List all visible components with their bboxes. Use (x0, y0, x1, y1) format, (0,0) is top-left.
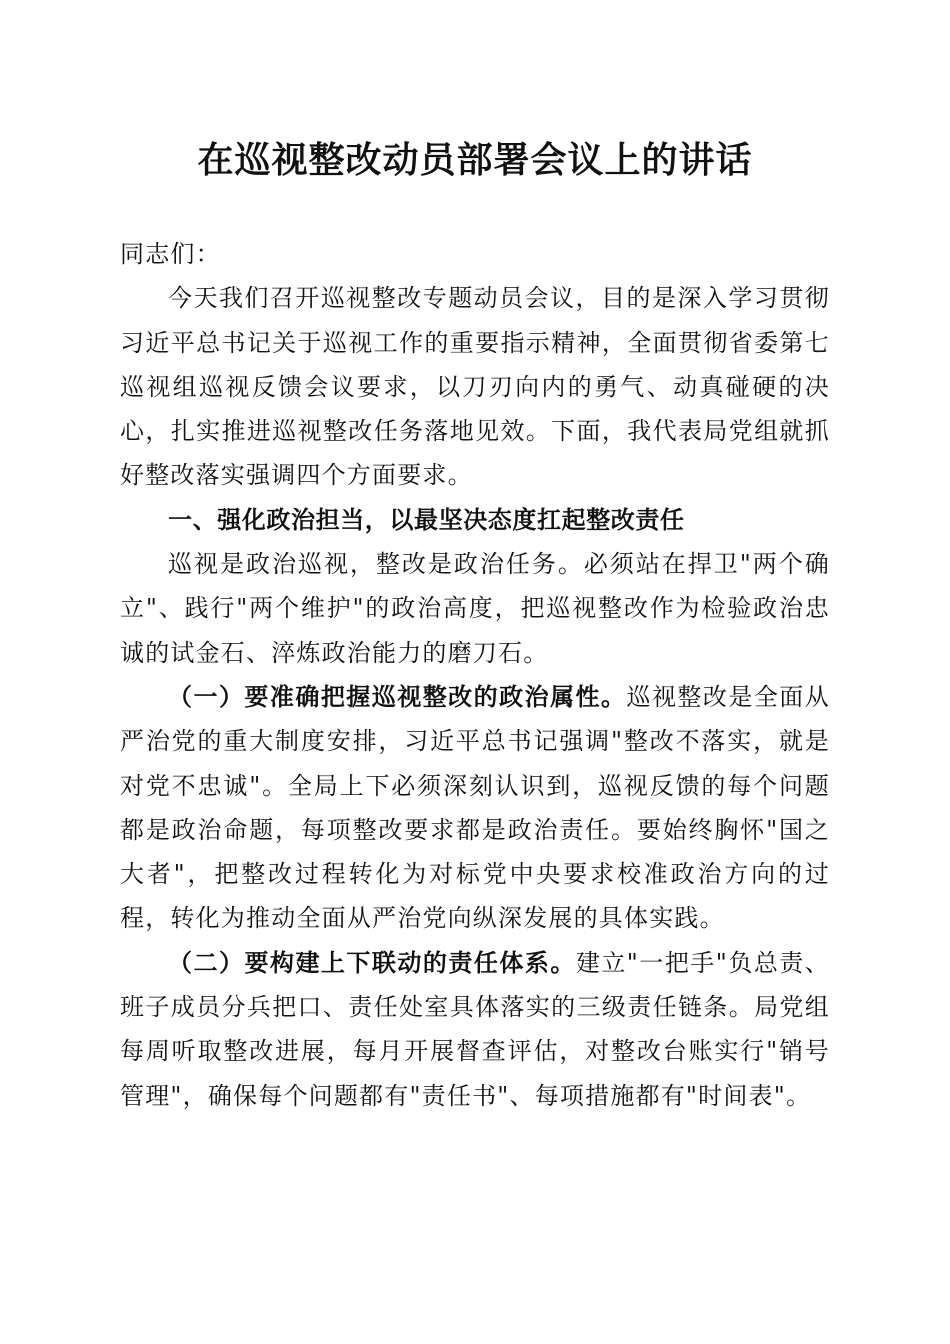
document-body (120, 232, 830, 1118)
intro-paragraph: 今天我们召开巡视整改专题动员会议，目的是深入学习贯彻习近平总书记关于巡视工作的重要指示精神，全面贯彻省委第七巡视组巡视反馈会议要求，以刀刃向内的勇气、动真碰硬的决心，扎实推进巡视整改任务落地见效。下面，我代表局党组就抓好整改落实强调四个方面要求。 (120, 284, 830, 490)
section-1-item-2 (120, 941, 830, 1118)
document-title: 在巡视整改动员部署会议上的讲话 (197, 139, 753, 181)
item-1-subheading: （一）要准确把握巡视整改的政治属性。 (168, 681, 627, 711)
item-1-text: 巡视整改是全面从严治党的重大制度安排，习近平总书记强调"整改不落实，就是对党不忠诚"。全局上下必须深刻认识到，巡视反馈的每个问题都是政治命题，每项整改要求都是政治责任。要始终胸怀"国之大者"，把整改过程转化为对标党中央要求校准政治方向的过程，转化为推动全面从严治党向纵深发展的具体实践。 (120, 682, 830, 933)
item-2-text: 建立"一把手"负总责、班子成员分兵把口、责任处室具体落实的三级责任链条。局党组每周听取整改进展，每月开展督查评估，对整改台账实行"销号管理"，确保每个问题都有"责任书"、每项措施都有"时间表"。 (120, 948, 830, 1110)
greeting: 同志们： (120, 240, 221, 268)
section-1-lead-paragraph: 巡视是政治巡视，整改是政治任务。必须站在捍卫"两个确立"、践行"两个维护"的政治高度，把巡视整改作为检验政治忠诚的试金石、淬炼政治能力的磨刀石。 (120, 550, 830, 667)
item-2-subheading: （二）要构建上下联动的责任体系。 (168, 947, 576, 977)
section-heading-1: 一、强化政治担当，以最坚决态度扛起整改责任 (168, 505, 685, 534)
section-1-item-1 (120, 675, 830, 941)
